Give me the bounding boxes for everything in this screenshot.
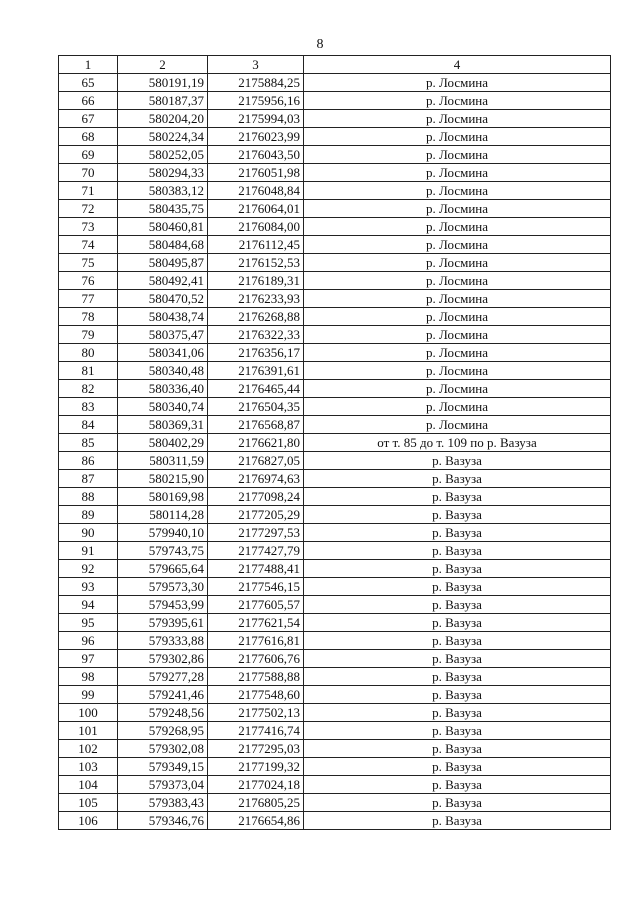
x-coordinate-cell: 579302,86 [118,650,208,668]
x-coordinate-cell: 580252,05 [118,146,208,164]
y-coordinate-cell: 2176064,01 [208,200,304,218]
x-coordinate-cell: 579333,88 [118,632,208,650]
description-cell: р. Лосмина [304,200,611,218]
y-coordinate-cell: 2176152,53 [208,254,304,272]
x-coordinate-cell: 580495,87 [118,254,208,272]
point-number-cell: 77 [59,290,118,308]
x-coordinate-cell: 580191,19 [118,74,208,92]
description-cell: р. Лосмина [304,146,611,164]
x-coordinate-cell: 580369,31 [118,416,208,434]
description-cell: р. Вазуза [304,704,611,722]
x-coordinate-cell: 579940,10 [118,524,208,542]
y-coordinate-cell: 2177205,29 [208,506,304,524]
y-coordinate-cell: 2176465,44 [208,380,304,398]
point-number-cell: 102 [59,740,118,758]
table-row [59,434,611,452]
table-row [59,92,611,110]
point-number-cell: 68 [59,128,118,146]
table-row [59,182,611,200]
x-coordinate-cell: 579743,75 [118,542,208,560]
x-coordinate-cell: 580438,74 [118,308,208,326]
table-row [59,488,611,506]
point-number-cell: 65 [59,74,118,92]
table-row [59,254,611,272]
point-number-cell: 74 [59,236,118,254]
description-cell: р. Лосмина [304,110,611,128]
description-cell: р. Лосмина [304,164,611,182]
table-row [59,758,611,776]
point-number-cell: 86 [59,452,118,470]
x-coordinate-cell: 579395,61 [118,614,208,632]
description-cell: р. Лосмина [304,74,611,92]
y-coordinate-cell: 2176356,17 [208,344,304,362]
y-coordinate-cell: 2176974,63 [208,470,304,488]
point-number-cell: 83 [59,398,118,416]
y-coordinate-cell: 2176048,84 [208,182,304,200]
y-coordinate-cell: 2176568,87 [208,416,304,434]
description-cell: р. Вазуза [304,740,611,758]
x-coordinate-cell: 580169,98 [118,488,208,506]
description-cell: р. Вазуза [304,650,611,668]
x-coordinate-cell: 580470,52 [118,290,208,308]
y-coordinate-cell: 2177621,54 [208,614,304,632]
y-coordinate-cell: 2175884,25 [208,74,304,92]
table-row [59,506,611,524]
table-row [59,668,611,686]
description-cell: р. Лосмина [304,128,611,146]
description-cell: р. Лосмина [304,236,611,254]
table-row [59,164,611,182]
column-header-1: 1 [59,56,118,74]
table-row [59,722,611,740]
point-number-cell: 101 [59,722,118,740]
description-cell: от т. 85 до т. 109 по р. Вазуза [304,434,611,452]
description-cell: р. Лосмина [304,272,611,290]
x-coordinate-cell: 579277,28 [118,668,208,686]
point-number-cell: 82 [59,380,118,398]
description-cell: р. Лосмина [304,380,611,398]
x-coordinate-cell: 580114,28 [118,506,208,524]
column-header-2: 2 [118,56,208,74]
description-cell: р. Вазуза [304,596,611,614]
description-cell: р. Вазуза [304,578,611,596]
table-row [59,452,611,470]
table-row [59,632,611,650]
description-cell: р. Вазуза [304,632,611,650]
description-cell: р. Вазуза [304,470,611,488]
description-cell: р. Лосмина [304,254,611,272]
table-row [59,542,611,560]
point-number-cell: 99 [59,686,118,704]
point-number-cell: 90 [59,524,118,542]
point-number-cell: 91 [59,542,118,560]
x-coordinate-cell: 580484,68 [118,236,208,254]
table-row [59,344,611,362]
y-coordinate-cell: 2176084,00 [208,218,304,236]
point-number-cell: 72 [59,200,118,218]
x-coordinate-cell: 580215,90 [118,470,208,488]
description-cell: р. Лосмина [304,344,611,362]
x-coordinate-cell: 579241,46 [118,686,208,704]
description-cell: р. Вазуза [304,452,611,470]
table-row [59,470,611,488]
description-cell: р. Вазуза [304,524,611,542]
description-cell: р. Вазуза [304,812,611,830]
table-row [59,794,611,812]
y-coordinate-cell: 2177588,88 [208,668,304,686]
y-coordinate-cell: 2177024,18 [208,776,304,794]
table-row [59,146,611,164]
table-row [59,218,611,236]
y-coordinate-cell: 2176051,98 [208,164,304,182]
table-row [59,200,611,218]
y-coordinate-cell: 2176391,61 [208,362,304,380]
y-coordinate-cell: 2176805,25 [208,794,304,812]
point-number-cell: 97 [59,650,118,668]
table-row [59,578,611,596]
table-row [59,362,611,380]
x-coordinate-cell: 580460,81 [118,218,208,236]
description-cell: р. Лосмина [304,398,611,416]
y-coordinate-cell: 2176621,80 [208,434,304,452]
x-coordinate-cell: 579346,76 [118,812,208,830]
y-coordinate-cell: 2177488,41 [208,560,304,578]
y-coordinate-cell: 2176504,35 [208,398,304,416]
x-coordinate-cell: 579248,56 [118,704,208,722]
table-row [59,740,611,758]
description-cell: р. Лосмина [304,92,611,110]
x-coordinate-cell: 580311,59 [118,452,208,470]
y-coordinate-cell: 2176268,88 [208,308,304,326]
x-coordinate-cell: 580336,40 [118,380,208,398]
x-coordinate-cell: 580375,47 [118,326,208,344]
point-number-cell: 88 [59,488,118,506]
y-coordinate-cell: 2175956,16 [208,92,304,110]
description-cell: р. Вазуза [304,776,611,794]
table-row [59,74,611,92]
point-number-cell: 80 [59,344,118,362]
point-number-cell: 87 [59,470,118,488]
y-coordinate-cell: 2175994,03 [208,110,304,128]
point-number-cell: 85 [59,434,118,452]
table-row [59,308,611,326]
table-row [59,326,611,344]
table-row [59,524,611,542]
point-number-cell: 66 [59,92,118,110]
table-row [59,128,611,146]
description-cell: р. Вазуза [304,722,611,740]
x-coordinate-cell: 580204,20 [118,110,208,128]
description-cell: р. Лосмина [304,326,611,344]
x-coordinate-cell: 580224,34 [118,128,208,146]
x-coordinate-cell: 580383,12 [118,182,208,200]
table-row [59,686,611,704]
page-number: 8 [316,37,324,52]
table-row [59,290,611,308]
y-coordinate-cell: 2176827,05 [208,452,304,470]
description-cell: р. Лосмина [304,308,611,326]
table-row [59,380,611,398]
description-cell: р. Лосмина [304,290,611,308]
y-coordinate-cell: 2177199,32 [208,758,304,776]
description-cell: р. Вазуза [304,614,611,632]
table-header-row [59,56,611,74]
y-coordinate-cell: 2176189,31 [208,272,304,290]
point-number-cell: 76 [59,272,118,290]
column-header-3: 3 [208,56,304,74]
x-coordinate-cell: 580492,41 [118,272,208,290]
description-cell: р. Вазуза [304,668,611,686]
x-coordinate-cell: 580187,37 [118,92,208,110]
x-coordinate-cell: 580294,33 [118,164,208,182]
description-cell: р. Вазуза [304,794,611,812]
x-coordinate-cell: 580340,48 [118,362,208,380]
point-number-cell: 79 [59,326,118,344]
table-row [59,776,611,794]
table-row [59,272,611,290]
table-row [59,236,611,254]
point-number-cell: 104 [59,776,118,794]
table-row [59,560,611,578]
y-coordinate-cell: 2177098,24 [208,488,304,506]
y-coordinate-cell: 2176112,45 [208,236,304,254]
y-coordinate-cell: 2177295,03 [208,740,304,758]
x-coordinate-cell: 579383,43 [118,794,208,812]
x-coordinate-cell: 580435,75 [118,200,208,218]
y-coordinate-cell: 2177546,15 [208,578,304,596]
x-coordinate-cell: 579302,08 [118,740,208,758]
y-coordinate-cell: 2176023,99 [208,128,304,146]
point-number-cell: 71 [59,182,118,200]
point-number-cell: 103 [59,758,118,776]
coordinates-table [58,55,611,830]
x-coordinate-cell: 579349,15 [118,758,208,776]
x-coordinate-cell: 579268,95 [118,722,208,740]
point-number-cell: 93 [59,578,118,596]
description-cell: р. Вазуза [304,488,611,506]
x-coordinate-cell: 580402,29 [118,434,208,452]
x-coordinate-cell: 579665,64 [118,560,208,578]
description-cell: р. Вазуза [304,758,611,776]
point-number-cell: 105 [59,794,118,812]
point-number-cell: 69 [59,146,118,164]
y-coordinate-cell: 2177427,79 [208,542,304,560]
point-number-cell: 67 [59,110,118,128]
point-number-cell: 81 [59,362,118,380]
description-cell: р. Вазуза [304,686,611,704]
description-cell: р. Вазуза [304,560,611,578]
y-coordinate-cell: 2177606,76 [208,650,304,668]
point-number-cell: 92 [59,560,118,578]
point-number-cell: 95 [59,614,118,632]
y-coordinate-cell: 2177416,74 [208,722,304,740]
point-number-cell: 84 [59,416,118,434]
description-cell: р. Лосмина [304,362,611,380]
x-coordinate-cell: 579573,30 [118,578,208,596]
description-cell: р. Вазуза [304,542,611,560]
table-row [59,812,611,830]
table-row [59,596,611,614]
point-number-cell: 70 [59,164,118,182]
point-number-cell: 96 [59,632,118,650]
description-cell: р. Лосмина [304,182,611,200]
y-coordinate-cell: 2177502,13 [208,704,304,722]
point-number-cell: 94 [59,596,118,614]
y-coordinate-cell: 2177605,57 [208,596,304,614]
point-number-cell: 78 [59,308,118,326]
column-header-4: 4 [304,56,611,74]
y-coordinate-cell: 2176654,86 [208,812,304,830]
x-coordinate-cell: 580341,06 [118,344,208,362]
point-number-cell: 106 [59,812,118,830]
point-number-cell: 75 [59,254,118,272]
table-row [59,650,611,668]
table-row [59,110,611,128]
point-number-cell: 98 [59,668,118,686]
y-coordinate-cell: 2177616,81 [208,632,304,650]
description-cell: р. Лосмина [304,218,611,236]
point-number-cell: 73 [59,218,118,236]
x-coordinate-cell: 579453,99 [118,596,208,614]
y-coordinate-cell: 2176322,33 [208,326,304,344]
description-cell: р. Вазуза [304,506,611,524]
point-number-cell: 89 [59,506,118,524]
x-coordinate-cell: 580340,74 [118,398,208,416]
table-row [59,398,611,416]
description-cell: р. Лосмина [304,416,611,434]
x-coordinate-cell: 579373,04 [118,776,208,794]
point-number-cell: 100 [59,704,118,722]
y-coordinate-cell: 2177548,60 [208,686,304,704]
table-row [59,704,611,722]
table-row [59,614,611,632]
table-row [59,416,611,434]
y-coordinate-cell: 2176233,93 [208,290,304,308]
y-coordinate-cell: 2177297,53 [208,524,304,542]
y-coordinate-cell: 2176043,50 [208,146,304,164]
